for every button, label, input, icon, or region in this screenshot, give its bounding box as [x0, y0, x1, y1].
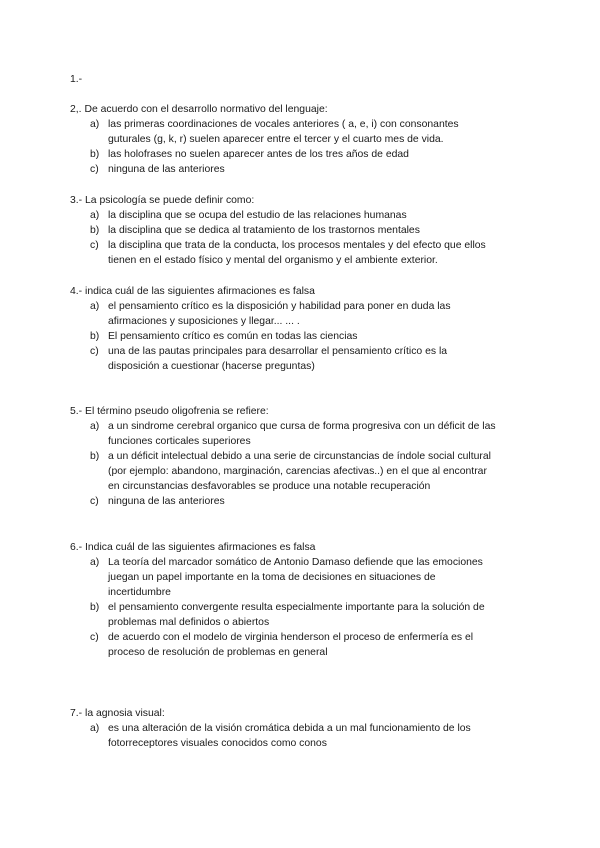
option-b — [70, 147, 540, 162]
question-title: 1.- — [70, 74, 83, 85]
option-c — [70, 238, 540, 268]
option-text-line: ninguna de las anteriores — [108, 496, 225, 507]
option-b — [70, 329, 540, 344]
question-title: 6.- Indica cuál de las siguientes afirmaciones es falsa — [70, 542, 316, 553]
option-letter: b) — [90, 602, 100, 613]
option-letter: a) — [90, 119, 100, 130]
option-letter: b) — [90, 451, 100, 462]
option-text-line: (por ejemplo: abandono, marginación, carencias afectivas..) en el que al encontrar — [108, 466, 487, 477]
option-letter: b) — [90, 149, 100, 160]
option-text-line: las primeras coordinaciones de vocales anteriores ( a, e, i) con consonantes — [108, 119, 459, 130]
question-title: 7.- la agnosia visual: — [70, 708, 165, 719]
option-text-line: la disciplina que trata de la conducta, los procesos mentales y del efecto que ellos — [108, 240, 486, 251]
option-list — [70, 419, 540, 509]
question-5 — [70, 404, 540, 509]
option-text-line: a un sindrome cerebral organico que cursa de forma progresiva con un déficit de las — [108, 421, 496, 432]
option-letter: c) — [90, 496, 99, 507]
option-text-line: en circunstancias desfavorables se produce una notable recuperación — [108, 481, 431, 492]
option-text-line: problemas mal definidos o abiertos — [108, 617, 270, 628]
option-list — [70, 208, 540, 268]
option-list — [70, 117, 540, 177]
question-7 — [70, 706, 540, 751]
option-b — [70, 600, 540, 630]
question-3 — [70, 193, 540, 268]
option-text-line: una de las pautas principales para desarrollar el pensamiento crítico es la — [108, 346, 448, 357]
option-text-line: guturales (g, k, r) suelen aparecer entre el tercer y el cuarto mes de vida. — [108, 134, 444, 145]
option-a — [70, 117, 540, 147]
option-letter: a) — [90, 301, 100, 312]
option-text-line: a un déficit intelectual debido a una serie de circunstancias de índole social cultural — [108, 451, 491, 462]
question-title: 2,. De acuerdo con el desarrollo normativo del lenguaje: — [70, 104, 328, 115]
option-letter: a) — [90, 421, 100, 432]
option-letter: c) — [90, 632, 99, 643]
option-c — [70, 162, 540, 177]
option-text-line: juegan un papel importante en la toma de decisiones en situaciones de — [108, 572, 436, 583]
option-c — [70, 494, 540, 509]
option-text-line: afirmaciones y suposiciones y llegar... ... . — [108, 316, 300, 327]
option-b — [70, 223, 540, 238]
option-letter: a) — [90, 723, 100, 734]
option-letter: a) — [90, 557, 100, 568]
option-text-line: tienen en el estado físico y mental del organismo y el ambiente exterior. — [108, 255, 438, 266]
option-text-line: las holofrases no suelen aparecer antes de los tres años de edad — [108, 149, 409, 160]
option-text-line: incertidumbre — [108, 587, 171, 598]
option-list — [70, 299, 540, 374]
option-text-line: El pensamiento crítico es común en todas las ciencias — [108, 331, 358, 342]
option-text-line: La teoría del marcador somático de Antonio Damaso defiende que las emociones — [108, 557, 483, 568]
option-letter: b) — [90, 225, 100, 236]
option-a — [70, 555, 540, 600]
option-letter: c) — [90, 164, 99, 175]
option-a — [70, 721, 540, 751]
question-6 — [70, 540, 540, 660]
option-a — [70, 208, 540, 223]
option-c — [70, 344, 540, 374]
question-2 — [70, 102, 540, 177]
option-text-line: la disciplina que se dedica al tratamiento de los trastornos mentales — [108, 225, 420, 236]
option-text-line: la disciplina que se ocupa del estudio de las relaciones humanas — [108, 210, 407, 221]
option-letter: c) — [90, 346, 99, 357]
option-text-line: proceso de resolución de problemas en general — [108, 647, 328, 658]
option-list — [70, 721, 540, 751]
question-4 — [70, 284, 540, 374]
question-1 — [70, 72, 540, 87]
option-text-line: el pensamiento convergente resulta especialmente importante para la solución de — [108, 602, 485, 613]
option-text-line: de acuerdo con el modelo de virginia henderson el proceso de enfermería es el — [108, 632, 474, 643]
option-b — [70, 449, 540, 494]
option-letter: a) — [90, 210, 100, 221]
option-text-line: funciones corticales superiores — [108, 436, 251, 447]
option-a — [70, 299, 540, 329]
option-a — [70, 419, 540, 449]
option-c — [70, 630, 540, 660]
question-title: 4.- indica cuál de las siguientes afirmaciones es falsa — [70, 286, 315, 297]
option-text-line: fotorreceptores visuales conocidos como conos — [108, 738, 327, 749]
option-list — [70, 555, 540, 660]
option-text-line: el pensamiento crítico es la disposición y habilidad para poner en duda las — [108, 301, 451, 312]
option-letter: c) — [90, 240, 99, 251]
option-letter: b) — [90, 331, 100, 342]
question-title: 3.- La psicología se puede definir como: — [70, 195, 255, 206]
question-title: 5.- El término pseudo oligofrenia se refiere: — [70, 406, 269, 417]
option-text-line: es una alteración de la visión cromática debida a un mal funcionamiento de los — [108, 723, 471, 734]
option-text-line: ninguna de las anteriores — [108, 164, 225, 175]
option-text-line: disposición a cuestionar (hacerse preguntas) — [108, 361, 315, 372]
